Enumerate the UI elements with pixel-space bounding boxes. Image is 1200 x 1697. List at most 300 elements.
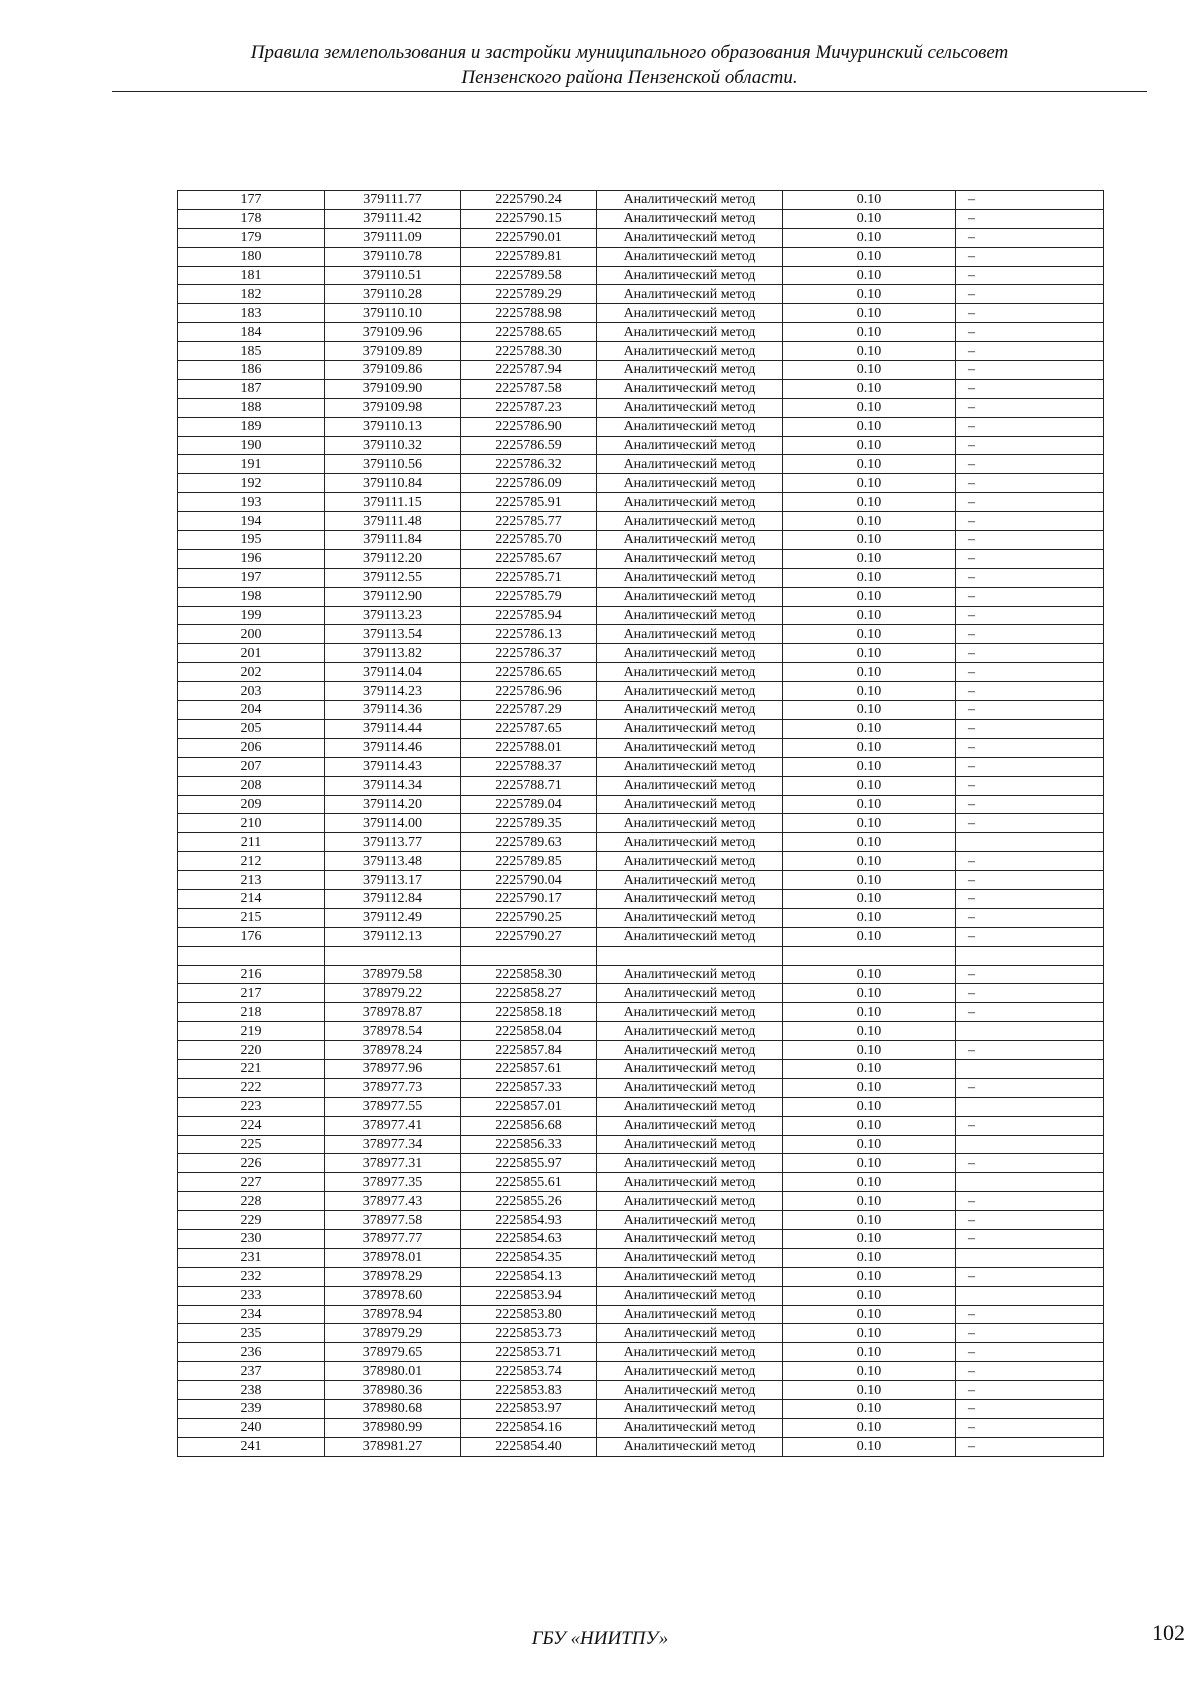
cell-method: Аналитический метод — [597, 1324, 783, 1343]
cell-x-coordinate: 379111.09 — [325, 228, 461, 247]
cell-y-coordinate: 2225789.04 — [461, 795, 597, 814]
cell-method: Аналитический метод — [597, 361, 783, 380]
cell-accuracy: 0.10 — [783, 1229, 956, 1248]
cell-method — [597, 946, 783, 965]
cell-y-coordinate: 2225787.65 — [461, 719, 597, 738]
cell-x-coordinate: 379111.48 — [325, 512, 461, 531]
cell-y-coordinate: 2225788.37 — [461, 757, 597, 776]
table-row — [178, 436, 1104, 455]
cell-note: – — [956, 531, 1104, 550]
cell-point-number: 212 — [178, 852, 325, 871]
cell-note: – — [956, 606, 1104, 625]
cell-note: – — [956, 568, 1104, 587]
cell-accuracy: 0.10 — [783, 285, 956, 304]
cell-x-coordinate: 378978.01 — [325, 1248, 461, 1267]
cell-x-coordinate: 379109.90 — [325, 379, 461, 398]
cell-note: – — [956, 247, 1104, 266]
cell-point-number — [178, 946, 325, 965]
table-row — [178, 1248, 1104, 1267]
cell-y-coordinate: 2225788.71 — [461, 776, 597, 795]
cell-method: Аналитический метод — [597, 1059, 783, 1078]
cell-method: Аналитический метод — [597, 814, 783, 833]
cell-x-coordinate: 379109.89 — [325, 342, 461, 361]
cell-point-number: 236 — [178, 1343, 325, 1362]
cell-accuracy: 0.10 — [783, 606, 956, 625]
table-row — [178, 266, 1104, 285]
cell-accuracy: 0.10 — [783, 531, 956, 550]
cell-accuracy: 0.10 — [783, 833, 956, 852]
cell-accuracy: 0.10 — [783, 568, 956, 587]
cell-note: – — [956, 512, 1104, 531]
cell-point-number: 211 — [178, 833, 325, 852]
table-row — [178, 965, 1104, 984]
cell-method: Аналитический метод — [597, 908, 783, 927]
cell-x-coordinate: 379110.32 — [325, 436, 461, 455]
cell-note: – — [956, 738, 1104, 757]
cell-note: – — [956, 285, 1104, 304]
cell-accuracy — [783, 946, 956, 965]
cell-note: – — [956, 682, 1104, 701]
table-row — [178, 738, 1104, 757]
table-row — [178, 852, 1104, 871]
cell-y-coordinate: 2225785.91 — [461, 493, 597, 512]
cell-method: Аналитический метод — [597, 1022, 783, 1041]
cell-x-coordinate: 379112.55 — [325, 568, 461, 587]
cell-note — [956, 1097, 1104, 1116]
table-row — [178, 1324, 1104, 1343]
cell-method: Аналитический метод — [597, 606, 783, 625]
cell-accuracy: 0.10 — [783, 1135, 956, 1154]
cell-accuracy: 0.10 — [783, 342, 956, 361]
cell-point-number: 232 — [178, 1267, 325, 1286]
cell-x-coordinate: 378977.73 — [325, 1078, 461, 1097]
cell-method: Аналитический метод — [597, 1078, 783, 1097]
table-row — [178, 1381, 1104, 1400]
cell-method: Аналитический метод — [597, 1418, 783, 1437]
cell-y-coordinate: 2225786.37 — [461, 644, 597, 663]
cell-x-coordinate: 378978.24 — [325, 1041, 461, 1060]
cell-x-coordinate: 378977.31 — [325, 1154, 461, 1173]
cell-note: – — [956, 228, 1104, 247]
cell-note: – — [956, 871, 1104, 890]
cell-note: – — [956, 323, 1104, 342]
cell-note: – — [956, 191, 1104, 210]
cell-x-coordinate: 379110.51 — [325, 266, 461, 285]
table-row — [178, 398, 1104, 417]
cell-note: – — [956, 1078, 1104, 1097]
table-row — [178, 342, 1104, 361]
cell-point-number: 224 — [178, 1116, 325, 1135]
table-row — [178, 1305, 1104, 1324]
cell-note: – — [956, 493, 1104, 512]
cell-note: – — [956, 795, 1104, 814]
page-header — [112, 40, 1147, 92]
cell-x-coordinate: 378978.60 — [325, 1286, 461, 1305]
cell-y-coordinate: 2225857.33 — [461, 1078, 597, 1097]
cell-method: Аналитический метод — [597, 644, 783, 663]
cell-accuracy: 0.10 — [783, 927, 956, 946]
table-row — [178, 1116, 1104, 1135]
cell-method: Аналитический метод — [597, 455, 783, 474]
cell-note: – — [956, 1229, 1104, 1248]
cell-x-coordinate: 379113.54 — [325, 625, 461, 644]
cell-point-number: 195 — [178, 531, 325, 550]
cell-method: Аналитический метод — [597, 1192, 783, 1211]
cell-point-number: 193 — [178, 493, 325, 512]
cell-method: Аналитический метод — [597, 1211, 783, 1230]
cell-method: Аналитический метод — [597, 738, 783, 757]
cell-x-coordinate: 379111.15 — [325, 493, 461, 512]
cell-y-coordinate: 2225790.27 — [461, 927, 597, 946]
table-row — [178, 1400, 1104, 1419]
cell-method: Аналитический метод — [597, 776, 783, 795]
cell-point-number: 205 — [178, 719, 325, 738]
cell-y-coordinate: 2225785.77 — [461, 512, 597, 531]
cell-y-coordinate: 2225853.83 — [461, 1381, 597, 1400]
cell-x-coordinate: 378977.77 — [325, 1229, 461, 1248]
cell-note: – — [956, 908, 1104, 927]
cell-note: – — [956, 1003, 1104, 1022]
cell-point-number: 217 — [178, 984, 325, 1003]
cell-note: – — [956, 644, 1104, 663]
cell-y-coordinate: 2225853.73 — [461, 1324, 597, 1343]
cell-accuracy: 0.10 — [783, 701, 956, 720]
cell-accuracy: 0.10 — [783, 625, 956, 644]
table-row — [178, 1211, 1104, 1230]
cell-y-coordinate: 2225789.81 — [461, 247, 597, 266]
cell-accuracy: 0.10 — [783, 908, 956, 927]
cell-method: Аналитический метод — [597, 342, 783, 361]
table-row — [178, 304, 1104, 323]
table-row — [178, 1022, 1104, 1041]
cell-method: Аналитический метод — [597, 871, 783, 890]
cell-note: – — [956, 889, 1104, 908]
cell-note: – — [956, 663, 1104, 682]
cell-accuracy: 0.10 — [783, 417, 956, 436]
cell-note: – — [956, 852, 1104, 871]
cell-method: Аналитический метод — [597, 1305, 783, 1324]
cell-x-coordinate: 379113.23 — [325, 606, 461, 625]
coordinates-table — [177, 190, 1104, 1457]
cell-y-coordinate: 2225854.35 — [461, 1248, 597, 1267]
cell-x-coordinate: 379111.77 — [325, 191, 461, 210]
cell-point-number: 189 — [178, 417, 325, 436]
cell-note: – — [956, 361, 1104, 380]
cell-note: – — [956, 984, 1104, 1003]
cell-method: Аналитический метод — [597, 493, 783, 512]
cell-x-coordinate: 379112.13 — [325, 927, 461, 946]
cell-point-number: 203 — [178, 682, 325, 701]
cell-point-number: 187 — [178, 379, 325, 398]
cell-point-number: 220 — [178, 1041, 325, 1060]
cell-note — [956, 1059, 1104, 1078]
cell-x-coordinate: 379114.36 — [325, 701, 461, 720]
cell-y-coordinate: 2225789.58 — [461, 266, 597, 285]
cell-point-number: 183 — [178, 304, 325, 323]
cell-y-coordinate: 2225790.04 — [461, 871, 597, 890]
cell-y-coordinate: 2225785.94 — [461, 606, 597, 625]
cell-note: – — [956, 304, 1104, 323]
cell-y-coordinate: 2225788.98 — [461, 304, 597, 323]
cell-y-coordinate: 2225854.16 — [461, 1418, 597, 1437]
cell-note: – — [956, 1343, 1104, 1362]
cell-point-number: 230 — [178, 1229, 325, 1248]
cell-method: Аналитический метод — [597, 512, 783, 531]
cell-accuracy: 0.10 — [783, 1059, 956, 1078]
cell-accuracy: 0.10 — [783, 1324, 956, 1343]
cell-x-coordinate: 378977.43 — [325, 1192, 461, 1211]
cell-x-coordinate: 379110.10 — [325, 304, 461, 323]
cell-accuracy: 0.10 — [783, 719, 956, 738]
cell-point-number: 182 — [178, 285, 325, 304]
table-row — [178, 1059, 1104, 1078]
cell-y-coordinate: 2225857.61 — [461, 1059, 597, 1078]
cell-method: Аналитический метод — [597, 927, 783, 946]
cell-x-coordinate: 378977.34 — [325, 1135, 461, 1154]
cell-y-coordinate: 2225854.40 — [461, 1437, 597, 1456]
cell-point-number: 222 — [178, 1078, 325, 1097]
table-row — [178, 757, 1104, 776]
cell-note — [956, 1135, 1104, 1154]
cell-point-number: 219 — [178, 1022, 325, 1041]
table-row — [178, 625, 1104, 644]
cell-note — [956, 1248, 1104, 1267]
cell-x-coordinate: 378977.35 — [325, 1173, 461, 1192]
cell-y-coordinate: 2225789.35 — [461, 814, 597, 833]
cell-accuracy: 0.10 — [783, 455, 956, 474]
cell-note: – — [956, 965, 1104, 984]
cell-accuracy: 0.10 — [783, 1022, 956, 1041]
cell-note: – — [956, 719, 1104, 738]
table-row — [178, 871, 1104, 890]
table-row — [178, 379, 1104, 398]
table-row — [178, 209, 1104, 228]
cell-y-coordinate: 2225858.18 — [461, 1003, 597, 1022]
cell-y-coordinate: 2225785.70 — [461, 531, 597, 550]
cell-method: Аналитический метод — [597, 1173, 783, 1192]
cell-method: Аналитический метод — [597, 795, 783, 814]
cell-method: Аналитический метод — [597, 1229, 783, 1248]
cell-y-coordinate: 2225786.90 — [461, 417, 597, 436]
cell-method: Аналитический метод — [597, 701, 783, 720]
table-row — [178, 1418, 1104, 1437]
table-row — [178, 795, 1104, 814]
cell-note: – — [956, 398, 1104, 417]
cell-y-coordinate: 2225788.01 — [461, 738, 597, 757]
cell-point-number: 214 — [178, 889, 325, 908]
table-row — [178, 1135, 1104, 1154]
cell-point-number: 240 — [178, 1418, 325, 1437]
cell-x-coordinate: 379110.56 — [325, 455, 461, 474]
cell-accuracy: 0.10 — [783, 1211, 956, 1230]
table-row — [178, 984, 1104, 1003]
cell-accuracy: 0.10 — [783, 436, 956, 455]
cell-y-coordinate: 2225855.61 — [461, 1173, 597, 1192]
cell-note: – — [956, 1324, 1104, 1343]
table-row — [178, 1003, 1104, 1022]
cell-y-coordinate: 2225786.96 — [461, 682, 597, 701]
cell-x-coordinate: 379112.20 — [325, 549, 461, 568]
cell-y-coordinate: 2225790.25 — [461, 908, 597, 927]
cell-x-coordinate: 379110.28 — [325, 285, 461, 304]
cell-x-coordinate: 379114.23 — [325, 682, 461, 701]
cell-note: – — [956, 701, 1104, 720]
cell-point-number: 199 — [178, 606, 325, 625]
cell-y-coordinate: 2225788.30 — [461, 342, 597, 361]
cell-x-coordinate: 379112.49 — [325, 908, 461, 927]
cell-note — [956, 833, 1104, 852]
cell-point-number: 223 — [178, 1097, 325, 1116]
cell-accuracy: 0.10 — [783, 663, 956, 682]
cell-note: – — [956, 417, 1104, 436]
cell-point-number: 201 — [178, 644, 325, 663]
table-row — [178, 1286, 1104, 1305]
table-row — [178, 701, 1104, 720]
table-row — [178, 549, 1104, 568]
cell-x-coordinate: 378978.87 — [325, 1003, 461, 1022]
table-row — [178, 493, 1104, 512]
cell-method: Аналитический метод — [597, 1362, 783, 1381]
cell-x-coordinate: 378980.01 — [325, 1362, 461, 1381]
cell-note: – — [956, 1437, 1104, 1456]
cell-accuracy: 0.10 — [783, 852, 956, 871]
cell-y-coordinate: 2225858.30 — [461, 965, 597, 984]
cell-x-coordinate: 378979.29 — [325, 1324, 461, 1343]
cell-y-coordinate: 2225785.79 — [461, 587, 597, 606]
cell-y-coordinate: 2225790.15 — [461, 209, 597, 228]
cell-accuracy: 0.10 — [783, 1192, 956, 1211]
cell-y-coordinate: 2225789.85 — [461, 852, 597, 871]
cell-method: Аналитический метод — [597, 663, 783, 682]
header-line-2: Пензенского района Пензенской области. — [461, 67, 798, 88]
cell-y-coordinate: 2225786.65 — [461, 663, 597, 682]
cell-method: Аналитический метод — [597, 531, 783, 550]
cell-note — [956, 1173, 1104, 1192]
cell-x-coordinate — [325, 946, 461, 965]
cell-accuracy: 0.10 — [783, 361, 956, 380]
cell-method: Аналитический метод — [597, 228, 783, 247]
coordinates-table-body — [178, 191, 1104, 1457]
cell-note: – — [956, 1267, 1104, 1286]
cell-y-coordinate: 2225853.71 — [461, 1343, 597, 1362]
cell-x-coordinate: 379112.90 — [325, 587, 461, 606]
cell-note: – — [956, 549, 1104, 568]
cell-note: – — [956, 379, 1104, 398]
table-row — [178, 228, 1104, 247]
table-row — [178, 1229, 1104, 1248]
cell-note: – — [956, 1381, 1104, 1400]
cell-point-number: 227 — [178, 1173, 325, 1192]
cell-x-coordinate: 378981.27 — [325, 1437, 461, 1456]
cell-point-number: 225 — [178, 1135, 325, 1154]
cell-accuracy: 0.10 — [783, 738, 956, 757]
cell-point-number: 185 — [178, 342, 325, 361]
cell-point-number: 231 — [178, 1248, 325, 1267]
cell-accuracy: 0.10 — [783, 1248, 956, 1267]
cell-accuracy: 0.10 — [783, 644, 956, 663]
table-row — [178, 663, 1104, 682]
cell-accuracy: 0.10 — [783, 965, 956, 984]
cell-accuracy: 0.10 — [783, 474, 956, 493]
cell-method: Аналитический метод — [597, 1381, 783, 1400]
cell-x-coordinate: 378977.55 — [325, 1097, 461, 1116]
cell-note: – — [956, 1116, 1104, 1135]
cell-x-coordinate: 379114.00 — [325, 814, 461, 833]
cell-point-number: 237 — [178, 1362, 325, 1381]
table-row — [178, 1173, 1104, 1192]
cell-method: Аналитический метод — [597, 568, 783, 587]
cell-method: Аналитический метод — [597, 965, 783, 984]
table-row — [178, 474, 1104, 493]
cell-method: Аналитический метод — [597, 285, 783, 304]
cell-note: – — [956, 342, 1104, 361]
cell-point-number: 184 — [178, 323, 325, 342]
cell-x-coordinate: 379110.13 — [325, 417, 461, 436]
cell-method: Аналитический метод — [597, 1400, 783, 1419]
table-row — [178, 1362, 1104, 1381]
cell-method: Аналитический метод — [597, 889, 783, 908]
cell-point-number: 216 — [178, 965, 325, 984]
cell-point-number: 181 — [178, 266, 325, 285]
cell-method: Аналитический метод — [597, 304, 783, 323]
cell-note: – — [956, 1362, 1104, 1381]
cell-x-coordinate: 379112.84 — [325, 889, 461, 908]
cell-point-number: 213 — [178, 871, 325, 890]
cell-y-coordinate: 2225787.94 — [461, 361, 597, 380]
cell-method: Аналитический метод — [597, 625, 783, 644]
cell-y-coordinate: 2225787.29 — [461, 701, 597, 720]
cell-accuracy: 0.10 — [783, 1305, 956, 1324]
cell-accuracy: 0.10 — [783, 1154, 956, 1173]
cell-x-coordinate: 378978.54 — [325, 1022, 461, 1041]
cell-accuracy: 0.10 — [783, 682, 956, 701]
table-row — [178, 908, 1104, 927]
cell-y-coordinate: 2225785.67 — [461, 549, 597, 568]
cell-method: Аналитический метод — [597, 379, 783, 398]
cell-method: Аналитический метод — [597, 1116, 783, 1135]
cell-y-coordinate: 2225789.63 — [461, 833, 597, 852]
table-row — [178, 191, 1104, 210]
cell-x-coordinate: 379109.86 — [325, 361, 461, 380]
cell-y-coordinate: 2225787.23 — [461, 398, 597, 417]
cell-point-number: 215 — [178, 908, 325, 927]
cell-note — [956, 1286, 1104, 1305]
cell-point-number: 190 — [178, 436, 325, 455]
table-row — [178, 682, 1104, 701]
cell-accuracy: 0.10 — [783, 1418, 956, 1437]
cell-method: Аналитический метод — [597, 757, 783, 776]
cell-note: – — [956, 1400, 1104, 1419]
cell-accuracy: 0.10 — [783, 1286, 956, 1305]
cell-note: – — [956, 757, 1104, 776]
cell-point-number: 176 — [178, 927, 325, 946]
table-row — [178, 323, 1104, 342]
cell-x-coordinate: 379113.77 — [325, 833, 461, 852]
cell-point-number: 197 — [178, 568, 325, 587]
cell-point-number: 202 — [178, 663, 325, 682]
cell-x-coordinate: 379113.48 — [325, 852, 461, 871]
cell-note: – — [956, 776, 1104, 795]
cell-method: Аналитический метод — [597, 323, 783, 342]
cell-method: Аналитический метод — [597, 549, 783, 568]
cell-accuracy: 0.10 — [783, 398, 956, 417]
cell-method: Аналитический метод — [597, 833, 783, 852]
cell-method: Аналитический метод — [597, 1437, 783, 1456]
table-row — [178, 417, 1104, 436]
table-row — [178, 361, 1104, 380]
cell-method: Аналитический метод — [597, 398, 783, 417]
cell-accuracy: 0.10 — [783, 209, 956, 228]
